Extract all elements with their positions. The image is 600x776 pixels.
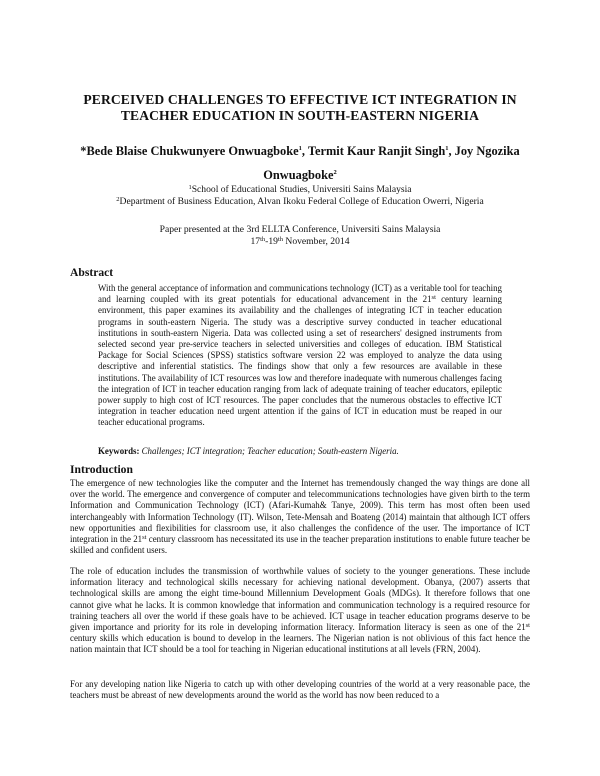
author-3-affiliation-mark: 2 xyxy=(333,169,337,176)
author-3-name-part1: , Joy Ngozika xyxy=(448,144,520,158)
abstract-body xyxy=(98,283,502,429)
date-start-suffix: th xyxy=(260,236,266,243)
p1-sup: st xyxy=(142,534,147,542)
date-end-suffix: th xyxy=(277,236,283,243)
abstract-heading: Abstract xyxy=(70,266,114,279)
keywords xyxy=(98,446,502,457)
author-list xyxy=(70,139,530,187)
author-3-name-part2: Onwuagboke xyxy=(263,168,334,182)
affiliation-2-mark: 2 xyxy=(116,196,120,203)
author-1-affiliation-mark: 1 xyxy=(298,145,302,152)
date-start: 17 xyxy=(250,236,261,247)
author-1-name: *Bede Blaise Chukwunyere Onwuagboke xyxy=(80,144,299,158)
p2-text-a: The role of education includes the transmission of worthwhile values of society to the younger generations. These include information literacy and technological skills necessary for achieving national development. Obanya, (2007) asserts that technological skills are among the eight time-bound Millennium Development Goals (MDGs). It therefore follows that one cannot give what he lacks. It is common knowledge that information and communication technology is a required resource for training teachers all over the world if these goals have to be achieved. ICT usage in teacher education programs deserve to be given importance and priority for its role in developing information literacy. Information literacy is seen as one of the 21 xyxy=(70,566,530,633)
affiliation-2-text: Department of Business Education, Alvan Ikoku Federal College of Education Owerri, Nigeria xyxy=(119,196,484,207)
keywords-text: Challenges; ICT integration; Teacher education; South-eastern Nigeria. xyxy=(139,446,399,456)
p1-text-a: The emergence of new technologies like the computer and the Internet has tremendously changed the way things are done all over the world. The emergence and convergence of computer and telecommunications technologies have given birth to the term Information and Communication Technology (ICT) (Afari-Kumah& Tanye, 2009). This term has most often been used interchangeably with Information Technology (IT). Wilson, Tete-Mensah and Boateng (2014) maintain that although ICT offers new opportunities and flexibilities for classroom use, it also challenges the confidence of the user. The importance of ICT integration in the 21 xyxy=(70,478,530,545)
conference-note: Paper presented at the 3rd ELLTA Conference, Universiti Sains Malaysia xyxy=(159,224,441,235)
date-end: -19 xyxy=(265,236,278,247)
abstract-sup: st xyxy=(431,294,436,302)
affiliation-1-mark: 1 xyxy=(188,184,192,191)
p1-text-b: century classroom has necessitated its use in the teacher preparation institutions to enable future teacher be skilled and confident users. xyxy=(70,534,530,556)
affiliation-1-text: School of Educational Studies, Universiti Sains Malaysia xyxy=(191,184,412,195)
keywords-label: Keywords: xyxy=(98,446,140,456)
intro-paragraph-2 xyxy=(70,566,530,656)
affiliation-2 xyxy=(40,196,560,208)
date-month-year: November, 2014 xyxy=(283,236,350,247)
abstract-text-a: With the general acceptance of information and communications technology (ICT) as a veritable tool for teaching and learning coupled with its great potentials for educational advancement in the 21 xyxy=(98,283,502,305)
author-2-name: , Termit Kaur Ranjit Singh xyxy=(301,144,446,158)
p2-sup: st xyxy=(525,622,530,630)
intro-paragraph-3: For any developing nation like Nigeria to catch up with other developing countries of the world at a very reasonable pace, the teachers must be abreast of new developments around the world as the world has now been reduced to a xyxy=(70,679,530,701)
affiliation-1 xyxy=(40,184,560,196)
abstract-text-b: century learning environment, this paper examines its availability and the challenges of integrating ICT in teacher education programs in south-eastern Nigeria. The study was a descriptive survey conducted in teacher educational institutions in south-eastern Nigeria. Data was collected using a set of researchers' designed instruments from selected second year pre-service teachers in selected universities and colleges of education. IBM Statistical Package for Social Sciences (SPSS) statistics software version 22 was employed to analyze the data using descriptive and inferential statistics. The findings show that only a few resources are available in these institutions. The availability of ICT resources was low and therefore inadequate with numerous challenges facing the integration of ICT in teacher education ranging from lack of adequate training of teacher educators, epileptic power supply to high cost of ICT resources. The paper concludes that the numerous obstacles to effective ICT integration in teacher education need urgent attention if the gains of ICT in education must be reaped in our teacher educational programs. xyxy=(98,294,502,428)
paper-title: PERCEIVED CHALLENGES TO EFFECTIVE ICT INTEGRATION IN TEACHER EDUCATION IN SOUTH-EASTERN NIGERIA xyxy=(83,92,517,123)
intro-paragraph-1 xyxy=(70,478,530,556)
introduction-heading: Introduction xyxy=(70,463,133,476)
conference-date xyxy=(40,236,560,248)
author-2-affiliation-mark: 1 xyxy=(445,145,449,152)
p2-text-b: century skills which education is bound to develop in the learners. The Nigerian nation is not oblivious of this fact hence the nation maintain that ICT should be a tool for teaching in Nigerian educational institutions at all levels (FRN, 2004). xyxy=(70,633,530,655)
